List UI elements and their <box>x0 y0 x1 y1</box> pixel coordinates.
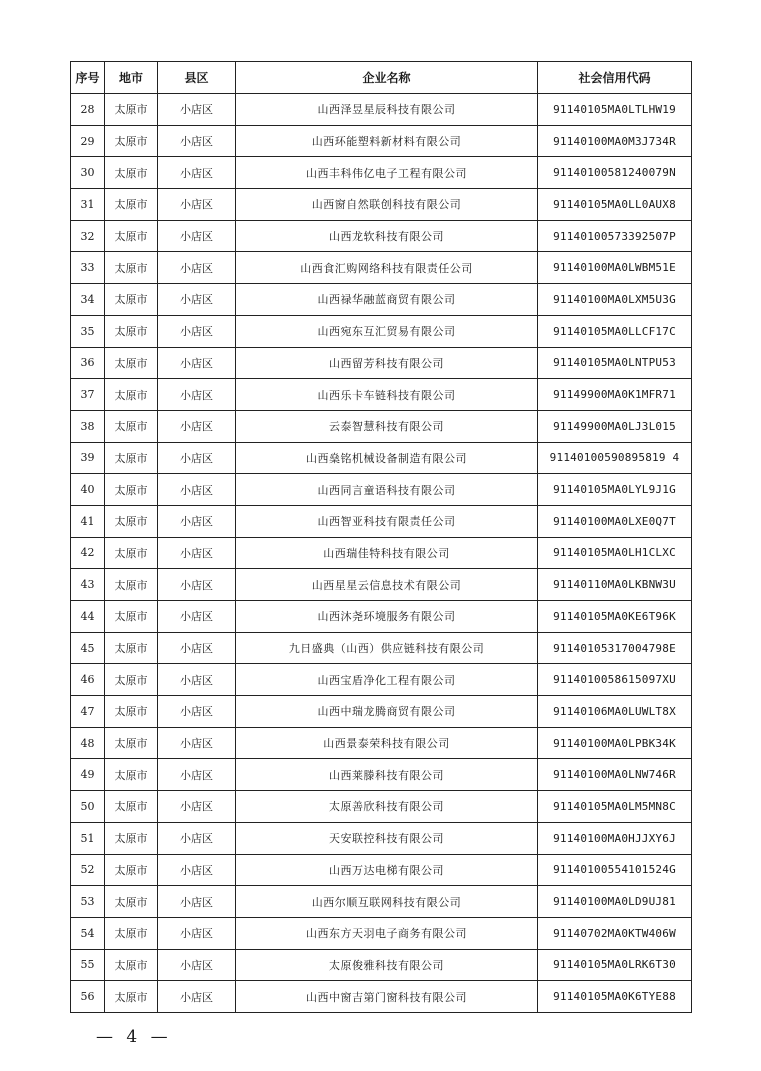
cell-serial-number: 40 <box>71 474 105 506</box>
cell-county: 小店区 <box>158 569 236 601</box>
table-header <box>71 62 692 94</box>
cell-company-name: 天安联控科技有限公司 <box>236 822 538 854</box>
cell-city: 太原市 <box>105 791 158 823</box>
cell-credit-code: 91140110MA0LKBNW3U <box>538 569 692 601</box>
cell-city: 太原市 <box>105 949 158 981</box>
cell-serial-number: 47 <box>71 696 105 728</box>
cell-county: 小店区 <box>158 157 236 189</box>
table-row <box>71 442 692 474</box>
table-row <box>71 220 692 252</box>
header-serial-number: 序号 <box>71 62 105 94</box>
table-row <box>71 474 692 506</box>
cell-credit-code: 91140105MA0KE6T96K <box>538 601 692 633</box>
cell-credit-code: 91140100MA0LPBK34K <box>538 727 692 759</box>
header-row <box>71 62 692 94</box>
header-company-name: 企业名称 <box>236 62 538 94</box>
cell-county: 小店区 <box>158 791 236 823</box>
cell-serial-number: 56 <box>71 981 105 1013</box>
cell-serial-number: 54 <box>71 917 105 949</box>
cell-credit-code: 91149900MA0LJ3L015 <box>538 410 692 442</box>
header-city: 地市 <box>105 62 158 94</box>
cell-company-name: 云泰智慧科技有限公司 <box>236 410 538 442</box>
cell-credit-code: 91140106MA0LUWLT8X <box>538 696 692 728</box>
cell-credit-code: 91140100MA0HJJXY6J <box>538 822 692 854</box>
cell-company-name: 山西智亚科技有限责任公司 <box>236 505 538 537</box>
table-row <box>71 791 692 823</box>
cell-company-name: 山西沐尧环境服务有限公司 <box>236 601 538 633</box>
cell-serial-number: 33 <box>71 252 105 284</box>
cell-credit-code: 91140105MA0LM5MN8C <box>538 791 692 823</box>
table-row <box>71 189 692 221</box>
cell-city: 太原市 <box>105 284 158 316</box>
cell-city: 太原市 <box>105 632 158 664</box>
cell-company-name: 山西莱滕科技有限公司 <box>236 759 538 791</box>
cell-county: 小店区 <box>158 854 236 886</box>
cell-city: 太原市 <box>105 94 158 126</box>
cell-company-name: 太原善欣科技有限公司 <box>236 791 538 823</box>
cell-county: 小店区 <box>158 379 236 411</box>
cell-company-name: 山西星星云信息技术有限公司 <box>236 569 538 601</box>
cell-county: 小店区 <box>158 252 236 284</box>
cell-company-name: 山西泽昱星辰科技有限公司 <box>236 94 538 126</box>
cell-county: 小店区 <box>158 981 236 1013</box>
enterprise-table <box>70 61 692 1013</box>
cell-company-name: 山西尔顺互联网科技有限公司 <box>236 886 538 918</box>
cell-serial-number: 34 <box>71 284 105 316</box>
cell-credit-code: 91140100MA0LD9UJ81 <box>538 886 692 918</box>
cell-county: 小店区 <box>158 284 236 316</box>
cell-company-name: 九日盛典（山西）供应链科技有限公司 <box>236 632 538 664</box>
table-row <box>71 601 692 633</box>
table-row <box>71 759 692 791</box>
table-body <box>71 94 692 1013</box>
cell-credit-code: 91140100581240079N <box>538 157 692 189</box>
cell-county: 小店区 <box>158 917 236 949</box>
cell-serial-number: 45 <box>71 632 105 664</box>
cell-serial-number: 43 <box>71 569 105 601</box>
cell-company-name: 山西禄华融蓝商贸有限公司 <box>236 284 538 316</box>
cell-company-name: 山西留芳科技有限公司 <box>236 347 538 379</box>
cell-credit-code: 91140105MA0K6TYE88 <box>538 981 692 1013</box>
cell-serial-number: 51 <box>71 822 105 854</box>
cell-company-name: 山西丰科伟亿电子工程有限公司 <box>236 157 538 189</box>
cell-serial-number: 39 <box>71 442 105 474</box>
cell-serial-number: 46 <box>71 664 105 696</box>
cell-credit-code: 91140100MA0LXE0Q7T <box>538 505 692 537</box>
table-row <box>71 917 692 949</box>
cell-county: 小店区 <box>158 632 236 664</box>
cell-county: 小店区 <box>158 315 236 347</box>
cell-city: 太原市 <box>105 759 158 791</box>
cell-credit-code: 91140100590895819 4 <box>538 442 692 474</box>
table-row <box>71 315 692 347</box>
table-row <box>71 822 692 854</box>
cell-company-name: 山西中瑞龙腾商贸有限公司 <box>236 696 538 728</box>
cell-serial-number: 42 <box>71 537 105 569</box>
cell-serial-number: 36 <box>71 347 105 379</box>
cell-city: 太原市 <box>105 601 158 633</box>
cell-company-name: 山西东方天羽电子商务有限公司 <box>236 917 538 949</box>
cell-company-name: 山西食汇购网络科技有限责任公司 <box>236 252 538 284</box>
table-row <box>71 886 692 918</box>
cell-city: 太原市 <box>105 664 158 696</box>
cell-city: 太原市 <box>105 505 158 537</box>
cell-credit-code: 91140105MA0LNTPU53 <box>538 347 692 379</box>
cell-company-name: 山西同言童语科技有限公司 <box>236 474 538 506</box>
cell-company-name: 山西宛东互汇贸易有限公司 <box>236 315 538 347</box>
cell-company-name: 山西万达电梯有限公司 <box>236 854 538 886</box>
cell-company-name: 山西龙软科技有限公司 <box>236 220 538 252</box>
cell-serial-number: 31 <box>71 189 105 221</box>
cell-city: 太原市 <box>105 125 158 157</box>
cell-credit-code: 91149900MA0K1MFR71 <box>538 379 692 411</box>
cell-city: 太原市 <box>105 886 158 918</box>
cell-serial-number: 29 <box>71 125 105 157</box>
header-county: 县区 <box>158 62 236 94</box>
cell-serial-number: 53 <box>71 886 105 918</box>
cell-serial-number: 35 <box>71 315 105 347</box>
cell-serial-number: 30 <box>71 157 105 189</box>
cell-credit-code: 91140100554101524G <box>538 854 692 886</box>
cell-serial-number: 44 <box>71 601 105 633</box>
cell-city: 太原市 <box>105 252 158 284</box>
cell-county: 小店区 <box>158 537 236 569</box>
cell-city: 太原市 <box>105 917 158 949</box>
table-row <box>71 854 692 886</box>
cell-company-name: 山西窗自然联创科技有限公司 <box>236 189 538 221</box>
cell-city: 太原市 <box>105 189 158 221</box>
cell-county: 小店区 <box>158 601 236 633</box>
table-row <box>71 252 692 284</box>
cell-credit-code: 91140702MA0KTW406W <box>538 917 692 949</box>
cell-credit-code: 91140100MA0M3J734R <box>538 125 692 157</box>
table-row <box>71 569 692 601</box>
table-row <box>71 125 692 157</box>
cell-county: 小店区 <box>158 442 236 474</box>
cell-county: 小店区 <box>158 727 236 759</box>
cell-county: 小店区 <box>158 505 236 537</box>
cell-serial-number: 52 <box>71 854 105 886</box>
cell-county: 小店区 <box>158 125 236 157</box>
cell-county: 小店区 <box>158 759 236 791</box>
cell-credit-code: 91140105MA0LTLHW19 <box>538 94 692 126</box>
cell-county: 小店区 <box>158 664 236 696</box>
table-row <box>71 727 692 759</box>
cell-city: 太原市 <box>105 727 158 759</box>
cell-credit-code: 91140100MA0LWBM51E <box>538 252 692 284</box>
cell-city: 太原市 <box>105 157 158 189</box>
table-row <box>71 505 692 537</box>
cell-county: 小店区 <box>158 822 236 854</box>
cell-credit-code: 91140100MA0LXM5U3G <box>538 284 692 316</box>
cell-credit-code: 91140105MA0LRK6T30 <box>538 949 692 981</box>
cell-county: 小店区 <box>158 410 236 442</box>
cell-city: 太原市 <box>105 822 158 854</box>
cell-company-name: 山西宝盾净化工程有限公司 <box>236 664 538 696</box>
cell-county: 小店区 <box>158 94 236 126</box>
table-row <box>71 981 692 1013</box>
cell-county: 小店区 <box>158 189 236 221</box>
cell-company-name: 太原俊雅科技有限公司 <box>236 949 538 981</box>
header-credit-code: 社会信用代码 <box>538 62 692 94</box>
cell-serial-number: 49 <box>71 759 105 791</box>
cell-serial-number: 41 <box>71 505 105 537</box>
cell-city: 太原市 <box>105 379 158 411</box>
cell-city: 太原市 <box>105 315 158 347</box>
cell-credit-code: 91140100MA0LNW746R <box>538 759 692 791</box>
cell-credit-code: 91140105MA0LLCF17C <box>538 315 692 347</box>
table-row <box>71 157 692 189</box>
cell-county: 小店区 <box>158 220 236 252</box>
cell-county: 小店区 <box>158 474 236 506</box>
cell-county: 小店区 <box>158 886 236 918</box>
cell-credit-code: 91140105MA0LYL9J1G <box>538 474 692 506</box>
cell-city: 太原市 <box>105 410 158 442</box>
cell-city: 太原市 <box>105 981 158 1013</box>
cell-serial-number: 37 <box>71 379 105 411</box>
cell-serial-number: 55 <box>71 949 105 981</box>
cell-credit-code: 91140100573392507P <box>538 220 692 252</box>
cell-serial-number: 28 <box>71 94 105 126</box>
cell-city: 太原市 <box>105 537 158 569</box>
cell-company-name: 山西瑞佳特科技有限公司 <box>236 537 538 569</box>
cell-credit-code: 91140105MA0LH1CLXC <box>538 537 692 569</box>
cell-county: 小店区 <box>158 949 236 981</box>
cell-credit-code: 91140105MA0LL0AUX8 <box>538 189 692 221</box>
cell-county: 小店区 <box>158 347 236 379</box>
table-row <box>71 410 692 442</box>
cell-company-name: 山西中窗吉第门窗科技有限公司 <box>236 981 538 1013</box>
cell-serial-number: 38 <box>71 410 105 442</box>
cell-city: 太原市 <box>105 854 158 886</box>
cell-serial-number: 32 <box>71 220 105 252</box>
cell-credit-code: 91140105317004798E <box>538 632 692 664</box>
cell-company-name: 山西乐卡车链科技有限公司 <box>236 379 538 411</box>
table-row <box>71 284 692 316</box>
table-row <box>71 379 692 411</box>
table-row <box>71 664 692 696</box>
cell-city: 太原市 <box>105 474 158 506</box>
table-row <box>71 94 692 126</box>
table-row <box>71 632 692 664</box>
cell-county: 小店区 <box>158 696 236 728</box>
cell-serial-number: 48 <box>71 727 105 759</box>
cell-credit-code: 9114010058615097XU <box>538 664 692 696</box>
cell-city: 太原市 <box>105 220 158 252</box>
table-row <box>71 537 692 569</box>
cell-city: 太原市 <box>105 347 158 379</box>
cell-serial-number: 50 <box>71 791 105 823</box>
table-row <box>71 347 692 379</box>
table-row <box>71 696 692 728</box>
cell-company-name: 山西景泰荣科技有限公司 <box>236 727 538 759</box>
cell-city: 太原市 <box>105 569 158 601</box>
cell-city: 太原市 <box>105 442 158 474</box>
cell-company-name: 山西环能塑料新材料有限公司 <box>236 125 538 157</box>
cell-city: 太原市 <box>105 696 158 728</box>
cell-company-name: 山西燊铭机械设备制造有限公司 <box>236 442 538 474</box>
page-number: — 4 — <box>96 1027 172 1047</box>
table-row <box>71 949 692 981</box>
